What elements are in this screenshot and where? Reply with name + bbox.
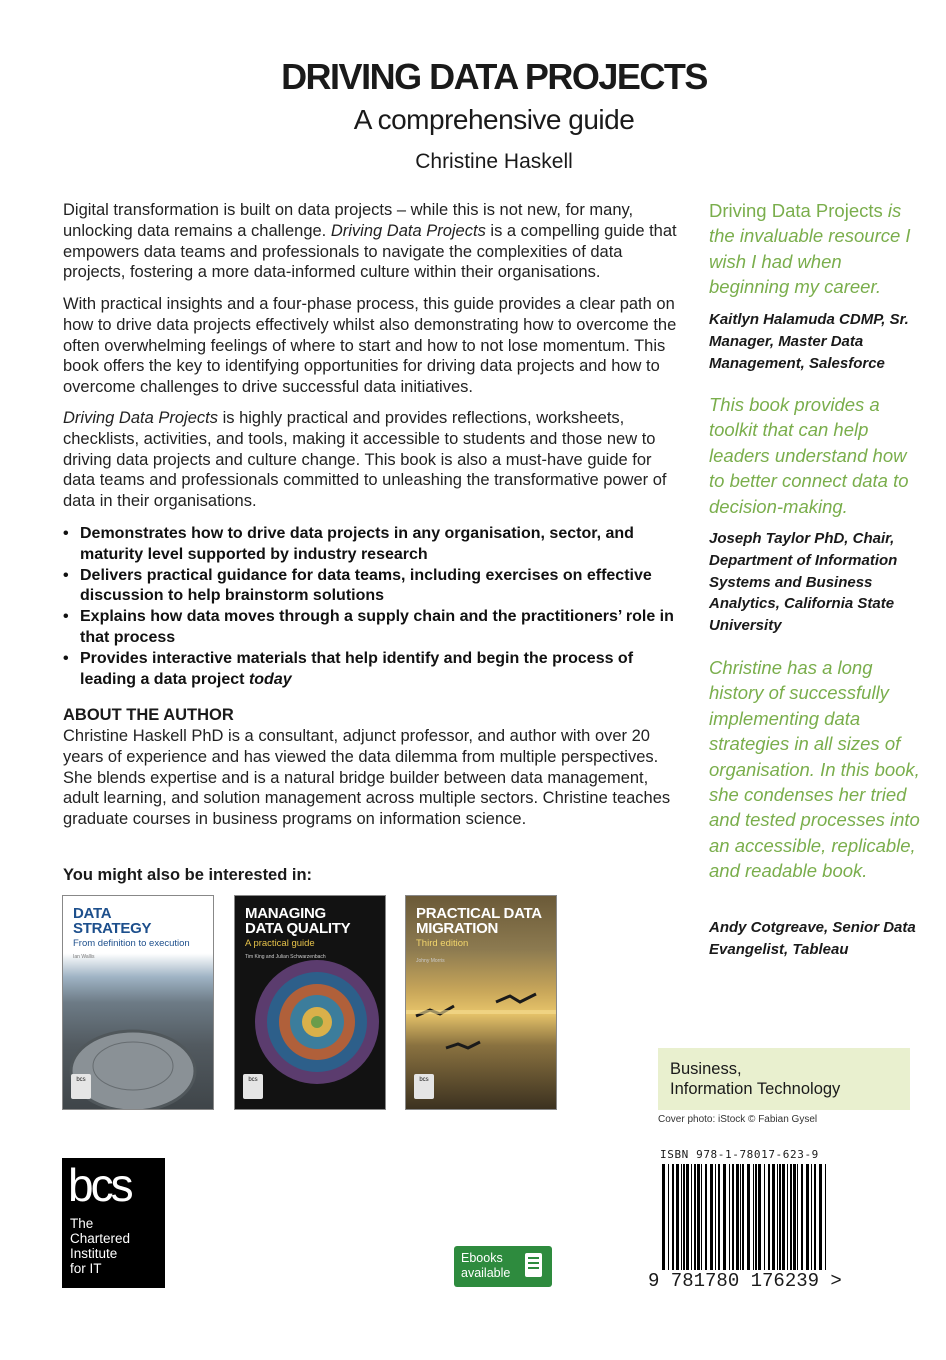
description-paragraph-3 <box>63 408 678 512</box>
bullet-dot: • <box>63 525 69 542</box>
list-item <box>63 566 678 608</box>
book-author: Johny Morris <box>416 958 445 964</box>
barcode-number: 9 781780 176239 > <box>648 1270 842 1292</box>
barcode-bar <box>701 1164 702 1270</box>
bullet-dot: • <box>63 649 69 667</box>
barcode-bar <box>806 1164 809 1270</box>
barcode-bar <box>755 1164 757 1270</box>
barcode-bar <box>718 1164 720 1270</box>
quote-3: Christine has a long history of successfully implementing data strategies in all sizes of organisation. In this book, she condenses her tried and tested processes into an accessible, replicable, and readable book. <box>709 657 920 882</box>
p1-italic-title: Driving Data Projects <box>330 221 486 240</box>
barcode-bar <box>811 1164 812 1270</box>
quote-text: is the invaluable resource I wish I had when beginning my career. <box>709 200 911 298</box>
bullet-text: Demonstrates how to drive data projects in any organisation, sector, and maturity level supported by industry research <box>80 525 634 563</box>
barcode-bar <box>691 1164 692 1270</box>
barcode-bar <box>742 1164 744 1270</box>
barcode-bar <box>732 1164 734 1270</box>
book-subtitle: A practical guide <box>245 938 315 949</box>
barcode-bar <box>723 1164 726 1270</box>
barcode-bar <box>715 1164 716 1270</box>
book-title: DATA STRATEGY <box>73 905 152 937</box>
book-title: MANAGING DATA QUALITY <box>245 905 351 937</box>
book-cover-practical-data-migration <box>405 895 557 1110</box>
bullet-text: Explains how data moves through a supply chain and the practitioners’ role in that process <box>80 608 674 646</box>
barcode-bar <box>662 1164 665 1270</box>
bullet-text: Provides interactive materials that help identify and begin the process of leading a data project <box>80 649 634 688</box>
book-cover-managing-data-quality <box>234 895 386 1110</box>
barcode-bar <box>681 1164 682 1270</box>
p1-text-b: is a compelling guide that empowers data teams and professionals to navigate the complexities of data projects, fostering a more data-informed culture within their organisations. <box>63 221 677 282</box>
ebook-line-1: Ebooks <box>461 1251 503 1265</box>
list-item <box>63 649 678 691</box>
barcode-bar <box>779 1164 781 1270</box>
p2-text: With practical insights and a four-phase process, this guide provides a clear path on how to drive data projects effectively whilst also demonstrating how to overcome the often overwhelming feelings of where to start and how to not lose momentum. This book offers the key to identifying opportunities for driving data projects and how to overcome challenges to drive successful data initiatives. <box>63 295 677 397</box>
category-line-2: Information Technology <box>670 1080 841 1098</box>
ebooks-available-badge <box>454 1246 552 1287</box>
quote-3-attribution: Andy Cotgreave, Senior Data Evangelist, Tableau <box>709 919 916 958</box>
quote-1-attribution: Kaitlyn Halamuda CDMP, Sr. Manager, Master Data Management, Salesforce <box>709 311 909 372</box>
barcode-bar <box>772 1164 775 1270</box>
book-title: PRACTICAL DATA MIGRATION <box>416 905 542 937</box>
bcs-small-logo: bcs <box>414 1074 434 1099</box>
quote-1 <box>709 198 924 300</box>
book-subtitle: Third edition <box>416 938 469 949</box>
barcode-bar <box>705 1164 707 1270</box>
bcs-logo <box>62 1158 165 1288</box>
barcode-bar <box>683 1164 685 1270</box>
ebook-line-2: available <box>461 1266 511 1280</box>
bcs-logo-text: bcs <box>68 1159 131 1211</box>
barcode-bar <box>790 1164 792 1270</box>
list-item <box>63 607 678 649</box>
barcode-bar <box>819 1164 822 1270</box>
book-author: Christine Haskell <box>415 150 573 173</box>
bullet-dot: • <box>63 608 69 626</box>
barcode-bar <box>672 1164 674 1270</box>
bullet-italic: today <box>248 670 292 688</box>
about-heading: ABOUT THE AUTHOR <box>63 706 234 724</box>
category-box <box>658 1048 910 1110</box>
quote-2-attribution: Joseph Taylor PhD, Chair, Department of Information Systems and Business Analytics, California State University <box>709 530 898 635</box>
barcode-bar <box>758 1164 761 1270</box>
barcode-bar <box>801 1164 803 1270</box>
barcode-bar <box>694 1164 696 1270</box>
book-title: DRIVING DATA PROJECTS <box>281 56 707 97</box>
barcode-bar <box>764 1164 765 1270</box>
barcode <box>662 1164 830 1270</box>
isbn-text: ISBN 978-1-78017-623-9 <box>660 1148 819 1161</box>
feature-list <box>63 524 678 690</box>
barcode-bar <box>825 1164 826 1270</box>
list-item <box>63 524 678 566</box>
photo-credit: Cover photo: iStock © Fabian Gysel <box>658 1114 818 1125</box>
also-heading: You might also be interested in: <box>63 866 313 884</box>
p3-italic-title: Driving Data Projects <box>63 409 218 427</box>
book-author: Ian Wallis <box>73 954 95 960</box>
quote-upright-title: Driving Data Projects <box>709 200 883 221</box>
bcs-small-logo: bcs <box>71 1074 91 1099</box>
quote-2: This book provides a toolkit that can help leaders understand how to better connect data to decision-making. <box>709 394 909 517</box>
book-author: Tim King and Julian Schwarzenbach <box>245 954 326 960</box>
barcode-bar <box>777 1164 778 1270</box>
bullet-text: Delivers practical guidance for data teams, including exercises on effective discussion to help brainstorm solutions <box>80 566 652 605</box>
bcs-tagline: The Chartered Institute for IT <box>70 1216 131 1276</box>
bullet-dot: • <box>63 566 69 584</box>
barcode-bar <box>729 1164 730 1270</box>
barcode-bar <box>747 1164 750 1270</box>
barcode-bar <box>697 1164 700 1270</box>
barcode-bar <box>753 1164 754 1270</box>
barcode-bar <box>793 1164 796 1270</box>
description-paragraph-2 <box>63 294 678 398</box>
barcode-bar <box>710 1164 713 1270</box>
book-cover-data-strategy <box>62 895 214 1110</box>
p3-text: is highly practical and provides reflections, worksheets, checklists, activities, and tools, making it accessible to students and those new to driving data projects and culture change. This book is also a must-have guide for data teams and professionals committed to unleashing the transformative power of data in their organisations. <box>63 409 667 511</box>
about-text: Christine Haskell PhD is a consultant, adjunct professor, and author with over 20 years of experience and has viewed the data dilemma from multiple perspectives. She blends expertise and is a natural bridge builder between data management, adult learning, and solution management across multiple sectors. Christine teaches graduate courses in business programs on information science. <box>63 727 671 829</box>
ebook-reader-icon <box>524 1252 546 1282</box>
barcode-bar <box>686 1164 689 1270</box>
barcode-bar <box>768 1164 770 1270</box>
barcode-bar <box>797 1164 798 1270</box>
barcode-bar <box>676 1164 679 1270</box>
barcode-bar <box>740 1164 741 1270</box>
book-subtitle: From definition to execution <box>73 938 190 949</box>
category-line-1: Business, <box>670 1060 742 1078</box>
barcode-bar <box>787 1164 788 1270</box>
barcode-bar <box>782 1164 785 1270</box>
barcode-bar <box>814 1164 816 1270</box>
barcode-bar <box>736 1164 739 1270</box>
description-paragraph-1 <box>63 200 678 283</box>
p1-text-a: Digital transformation is built on data projects – while this is not new, for many, unlocking data remains a challenge. <box>63 201 634 240</box>
barcode-bar <box>668 1164 669 1270</box>
bcs-small-logo: bcs <box>243 1074 263 1099</box>
book-subtitle: A comprehensive guide <box>353 104 635 135</box>
